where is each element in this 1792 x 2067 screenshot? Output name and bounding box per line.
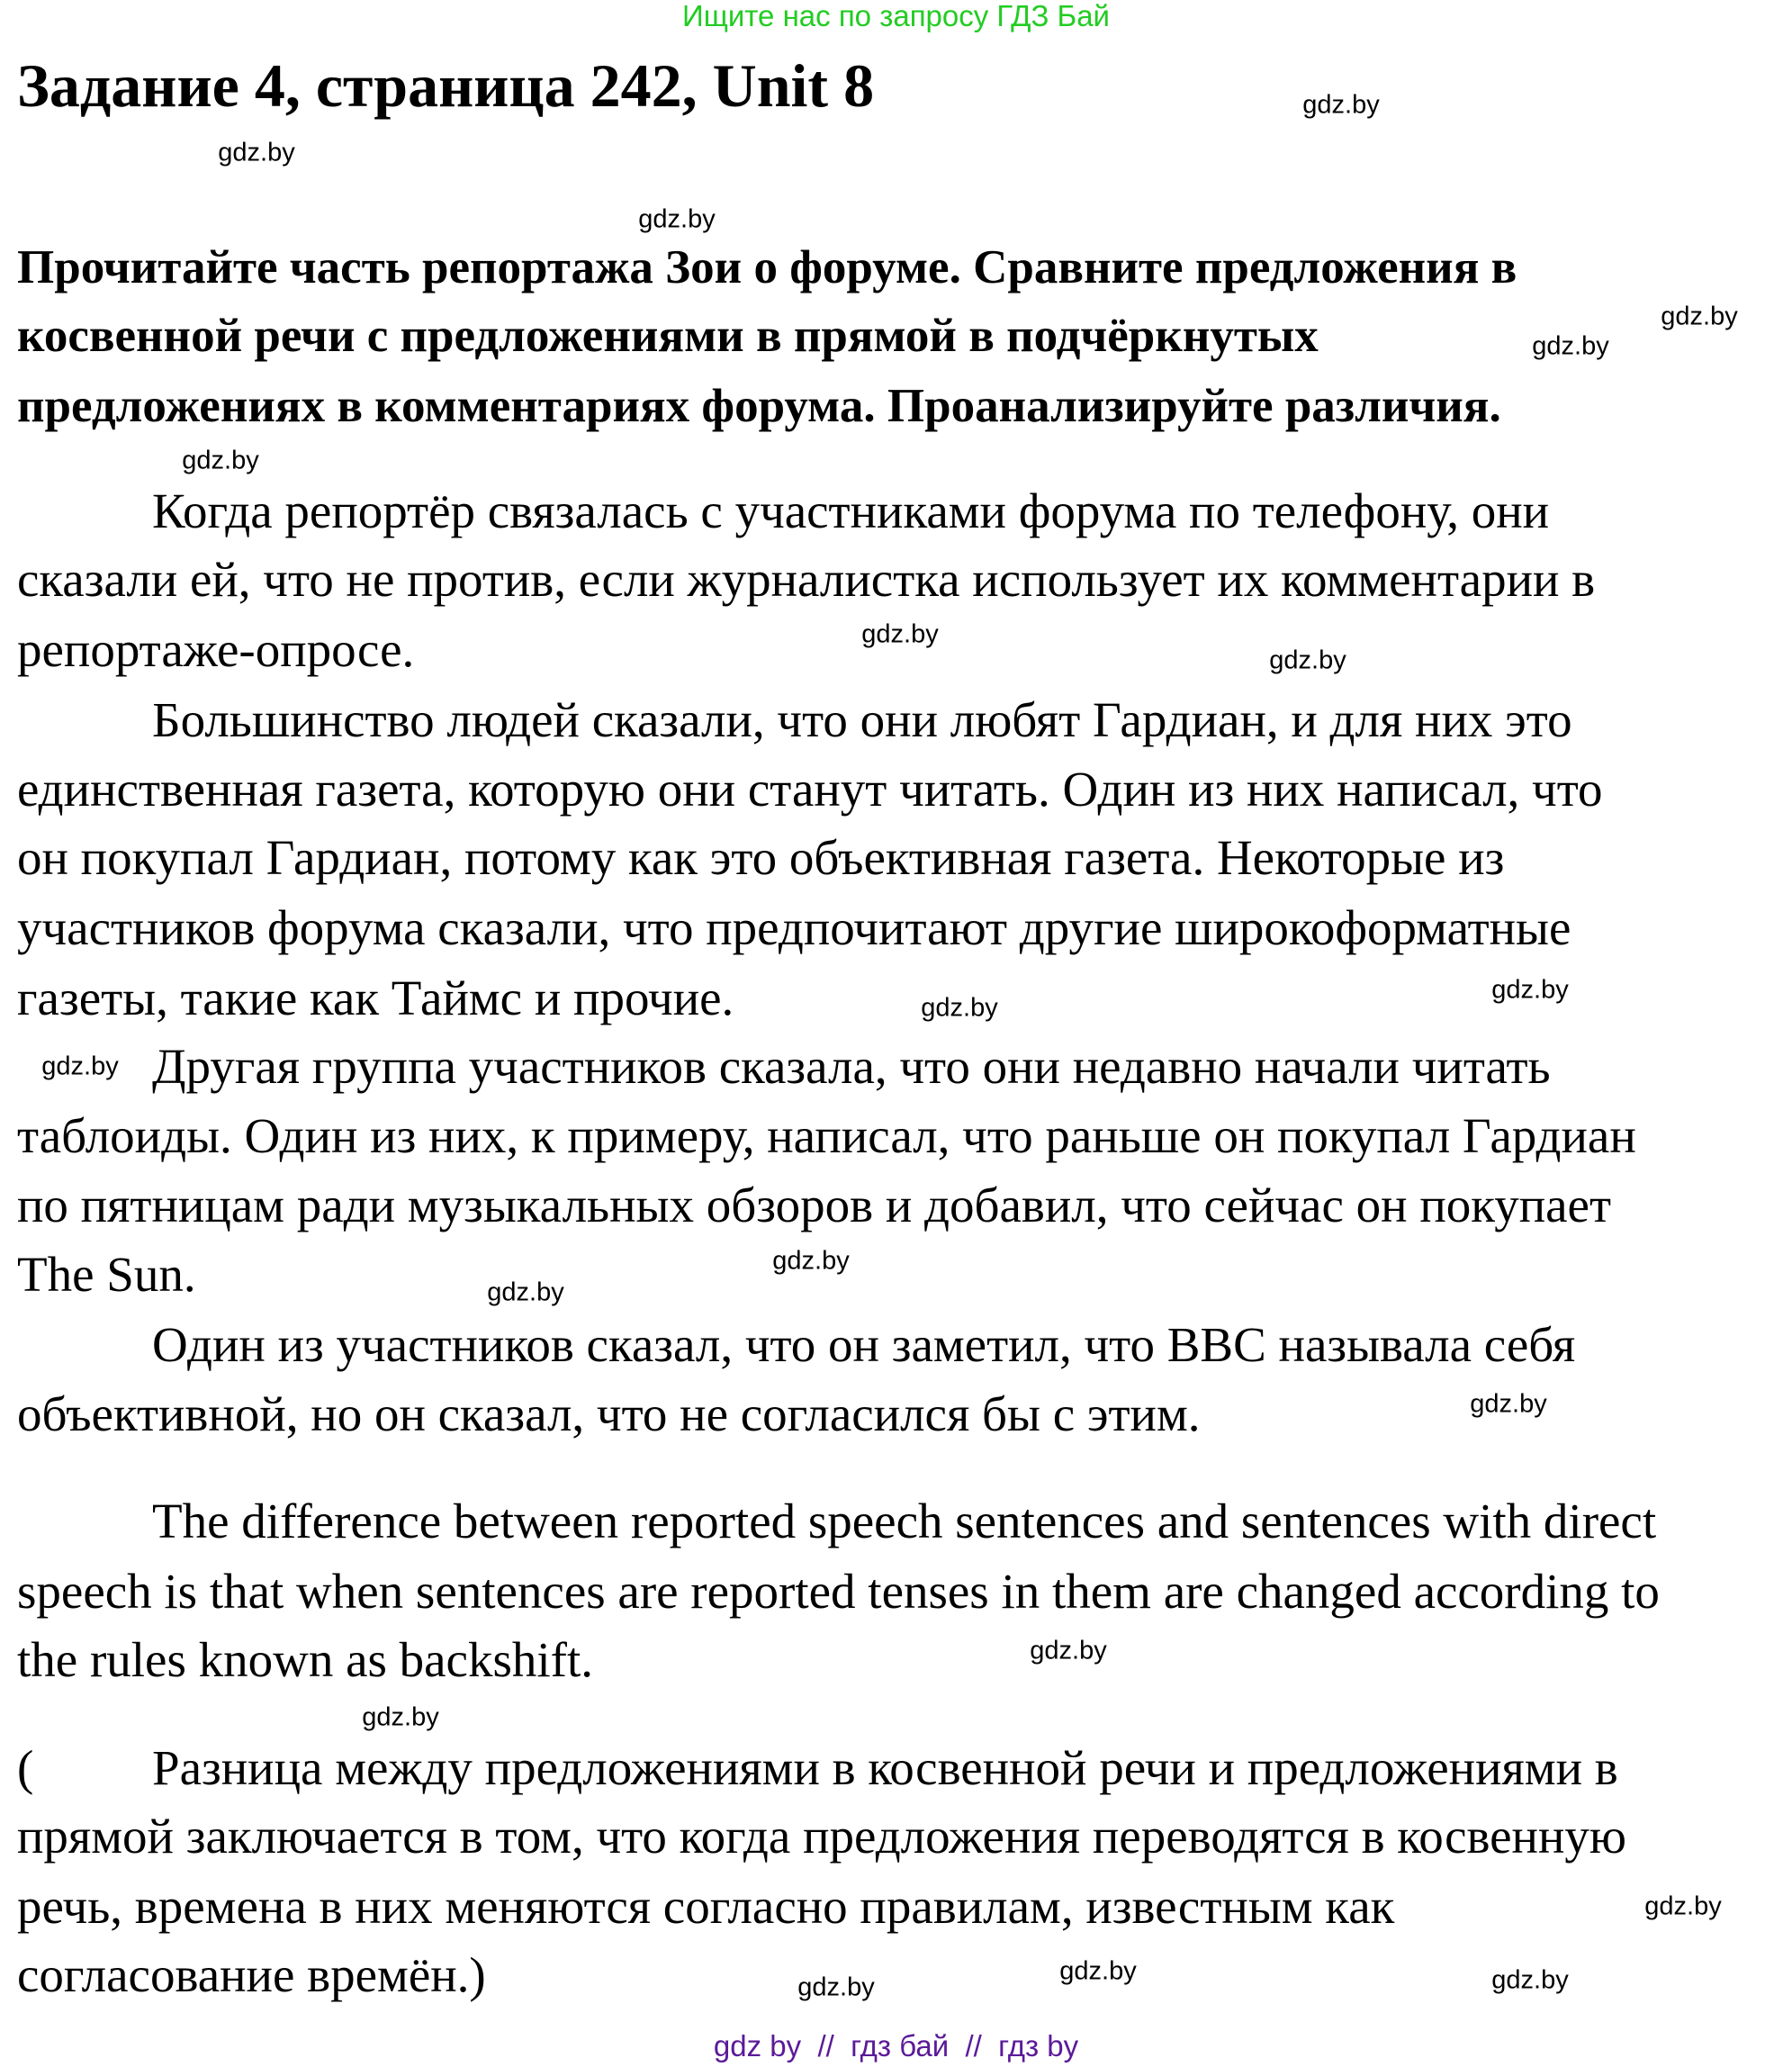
- translation-line: Разница между предложениями в косвенной речи и предложениями в: [152, 1740, 1618, 1795]
- watermark: gdz.by: [218, 138, 295, 167]
- watermark: gdz.by: [1059, 1956, 1137, 1986]
- watermark: gdz.by: [921, 993, 998, 1023]
- body-line: объективной, но он сказал, что не согласился бы с этим.: [17, 1386, 1201, 1441]
- search-banner: Ищите нас по запросу ГДЗ Бай: [682, 0, 1110, 32]
- answer-line: speech is that when sentences are reported tenses in them are changed according to: [17, 1564, 1660, 1619]
- body-line: The Sun.: [17, 1247, 196, 1302]
- watermark: gdz.by: [1661, 302, 1738, 331]
- watermark: gdz.by: [861, 619, 939, 649]
- body-line: Другая группа участников сказала, что они недавно начали читать: [152, 1039, 1551, 1094]
- footer-links: gdz by // гдз бай // гдз by: [713, 2029, 1079, 2062]
- page-title: Задание 4, страница 242, Unit 8: [17, 51, 875, 120]
- translation-line: речь, времена в них меняются согласно правилам, известным как: [17, 1879, 1395, 1934]
- watermark: gdz.by: [1269, 645, 1346, 675]
- task-line: Прочитайте часть репортажа Зои о форуме. Сравните предложения в: [17, 241, 1517, 293]
- translation-line: согласование времён.): [17, 1947, 486, 2002]
- body-line: газеты, такие как Таймс и прочие.: [17, 970, 734, 1025]
- body-line: репортаже-опросе.: [17, 622, 415, 677]
- watermark: gdz.by: [797, 1972, 875, 2002]
- watermark: gdz.by: [362, 1702, 439, 1732]
- watermark: gdz.by: [1470, 1389, 1547, 1419]
- answer-line: the rules known as backshift.: [17, 1632, 593, 1687]
- body-line: Один из участников сказал, что он заметил, что BBC называла себя: [152, 1317, 1576, 1372]
- translation-line: прямой заключается в том, что когда предложения переводятся в косвенную: [17, 1809, 1627, 1864]
- watermark: gdz.by: [1302, 90, 1380, 120]
- body-line: Большинство людей сказали, что они любят Гардиан, и для них это: [152, 692, 1572, 747]
- watermark: gdz.by: [1491, 1965, 1569, 1995]
- task-line: предложениях в комментариях форума. Проанализируйте различия.: [17, 380, 1501, 432]
- translation-open-paren: (: [17, 1740, 34, 1795]
- body-line: участников форума сказали, что предпочитают другие широкоформатные: [17, 900, 1571, 955]
- watermark: gdz.by: [487, 1277, 564, 1307]
- watermark: gdz.by: [1532, 331, 1609, 361]
- body-line: Когда репортёр связалась с участниками форума по телефону, они: [152, 483, 1550, 538]
- watermark: gdz.by: [41, 1052, 119, 1081]
- watermark: gdz.by: [1030, 1636, 1107, 1665]
- task-line: косвенной речи с предложениями в прямой в подчёркнутых: [17, 310, 1319, 362]
- watermark: gdz.by: [182, 446, 259, 475]
- body-line: сказали ей, что не против, если журналистка использует их комментарии в: [17, 552, 1596, 607]
- body-line: единственная газета, которую они станут читать. Один из них написал, что: [17, 762, 1603, 817]
- watermark: gdz.by: [1491, 975, 1569, 1005]
- body-line: по пятницам ради музыкальных обзоров и добавил, что сейчас он покупает: [17, 1178, 1611, 1232]
- watermark: gdz.by: [1644, 1891, 1722, 1921]
- body-line: он покупал Гардиан, потому как это объективная газета. Некоторые из: [17, 830, 1505, 885]
- watermark: gdz.by: [638, 204, 716, 234]
- watermark: gdz.by: [772, 1246, 850, 1276]
- answer-line: The difference between reported speech sentences and sentences with direct: [152, 1494, 1657, 1548]
- body-line: таблоиды. Один из них, к примеру, написал, что раньше он покупал Гардиан: [17, 1108, 1636, 1163]
